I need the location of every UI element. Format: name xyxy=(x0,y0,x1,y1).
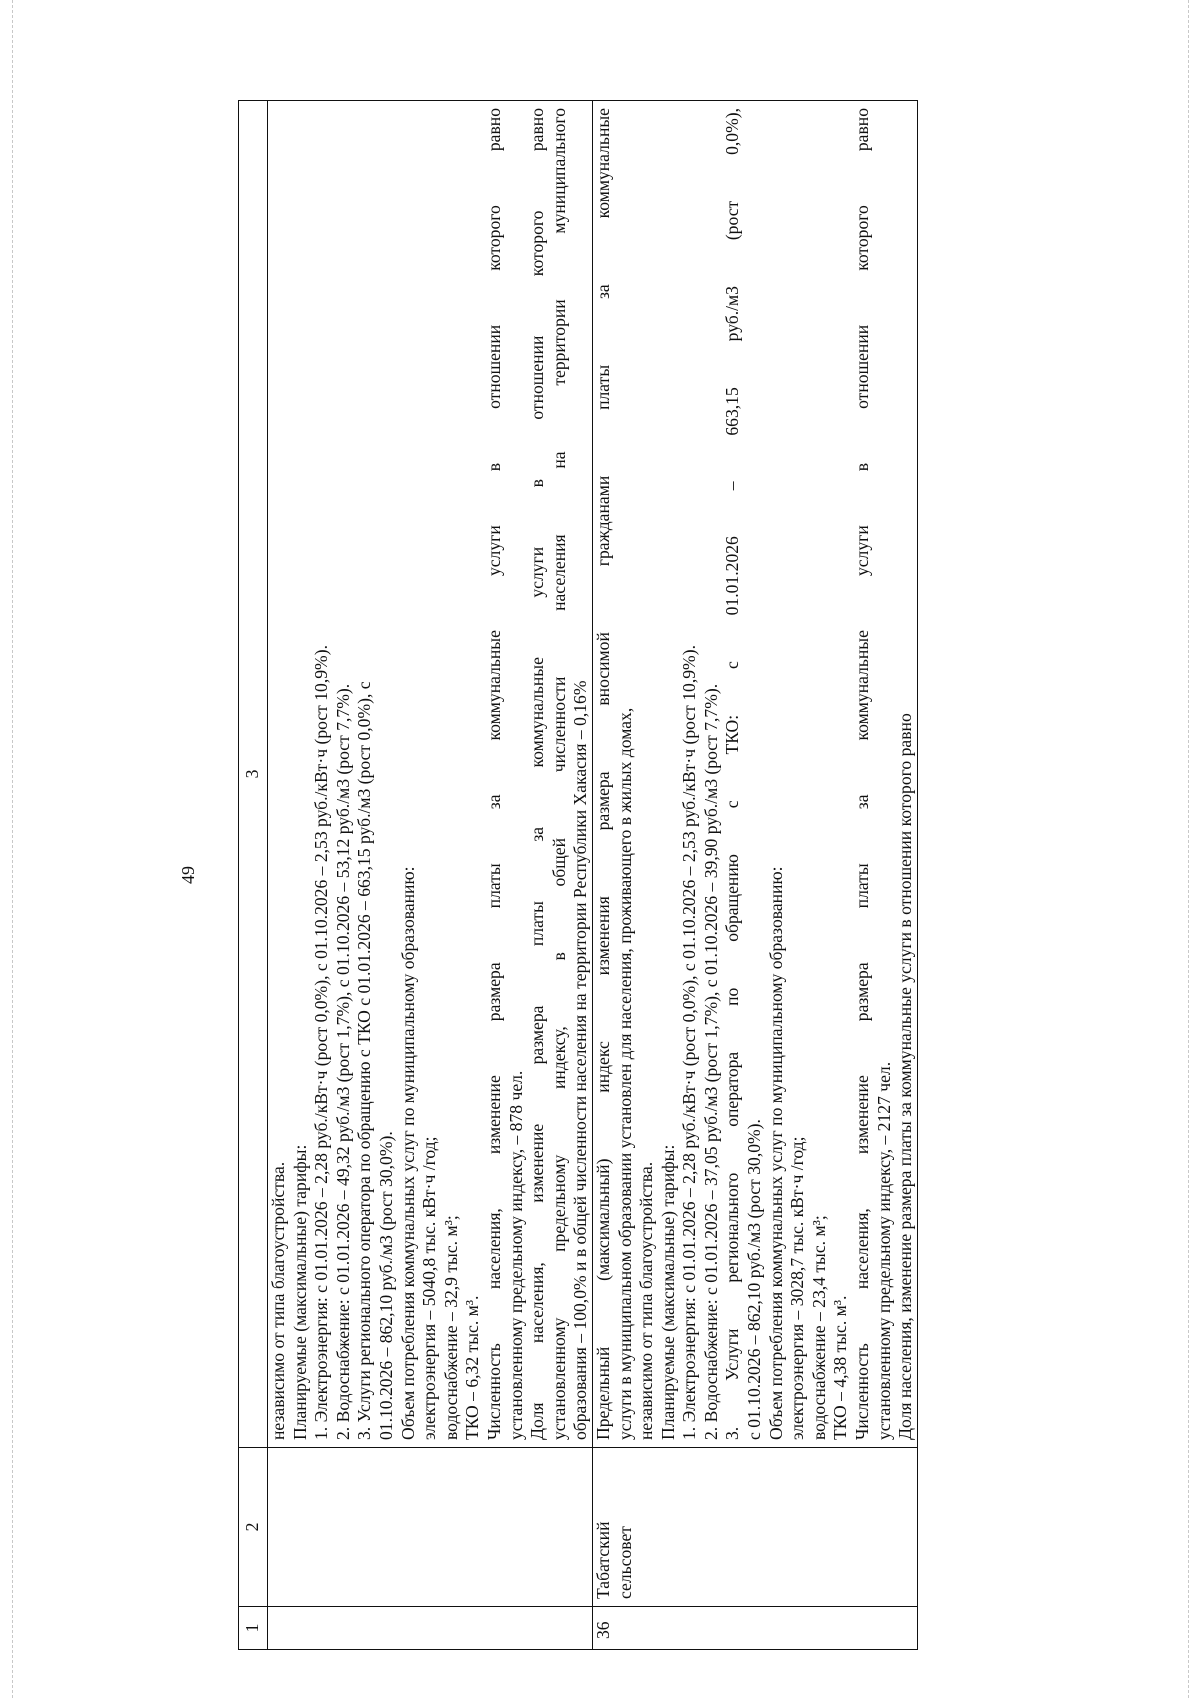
description-line: 3. Услуги регионального оператора по обращению с ТКО с 01.01.2026 – 663,15 руб./м3 (рост 0,0%), с xyxy=(354,681,375,1440)
description-line: Численность населения, изменение размера платы за коммунальные услуги в отношении которого равно xyxy=(483,108,504,1440)
header-col-3: 3 xyxy=(239,101,268,1448)
header-col-1: 1 xyxy=(239,1607,268,1650)
row-number-cell: 36 xyxy=(592,1607,917,1650)
municipality-name-cell xyxy=(268,1448,593,1607)
table-body xyxy=(268,101,918,1650)
description-line: установленному предельному индексу, – 878 чел. xyxy=(505,1070,526,1440)
table-row xyxy=(592,101,917,1650)
description-line: с 01.10.2026 – 862,10 руб./м3 (рост 30,0%). xyxy=(744,1119,765,1440)
description-line: Объем потребления коммунальных услуг по муниципальному образованию: xyxy=(765,866,786,1440)
description-line: 1. Электроэнергия: с 01.01.2026 – 2,28 руб./кВт·ч (рост 0,0%), с 01.10.2026 – 2,53 руб./кВт·ч (рост 10,9%). xyxy=(679,645,700,1440)
description-line: Доля населения, изменение размера платы за коммунальные услуги в отношении которого равно xyxy=(895,713,916,1440)
description-line: электроэнергия – 5040,8 тыс. кВт·ч /год; xyxy=(419,1136,440,1440)
row-number-cell xyxy=(268,1607,593,1650)
table-row xyxy=(268,101,593,1650)
description-line: услуги в муниципальном образовании установлен для населения, проживающего в жилых домах, xyxy=(614,707,635,1440)
tariff-table xyxy=(238,100,918,1650)
description-line: Объем потребления коммунальных услуг по муниципальному образованию: xyxy=(397,866,418,1440)
scan-edge-left xyxy=(12,0,13,1698)
description-line: водоснабжение – 23,4 тыс. м³; xyxy=(808,1215,829,1440)
municipality-name-cell: Табатский сельсовет xyxy=(592,1448,917,1607)
description-line: установленному предельному индексу, в общей численности населения на территории муниципального xyxy=(548,108,569,1440)
description-cell xyxy=(268,101,593,1448)
header-row xyxy=(239,101,268,1650)
description-cell xyxy=(592,101,917,1448)
description-line: 3. Услуги регионального оператора по обращению с ТКО: с 01.01.2026 – 663,15 руб./м3 (рост 0,0%), xyxy=(722,108,743,1440)
description-line: 1. Электроэнергия: с 01.01.2026 – 2,28 руб./кВт·ч (рост 0,0%), с 01.10.2026 – 2,53 руб./кВт·ч (рост 10,9%). xyxy=(311,645,332,1440)
description-line: Планируемые (максимальные) тарифы: xyxy=(289,1144,310,1440)
description-line: ТКО – 6,32 тыс. м³. xyxy=(462,1295,483,1440)
description-line: независимо от типа благоустройства. xyxy=(268,1161,288,1440)
page-number: 49 xyxy=(178,866,198,884)
description-line: образования – 100,0% и в общей численности населения на территории Республики Хакасия – 0,16% xyxy=(570,680,591,1440)
description-line: Предельный (максимальный) индекс изменения размера вносимой гражданами платы за коммунальные xyxy=(592,108,613,1440)
description-line: 2. Водоснабжение: с 01.01.2026 – 37,05 руб./м3 (рост 1,7%), с 01.10.2026 – 39,90 руб./м3 (рост 7,7%). xyxy=(700,683,721,1440)
description-line: независимо от типа благоустройства. xyxy=(636,1161,657,1440)
description-line: водоснабжение – 32,9 тыс. м³; xyxy=(440,1215,461,1440)
description-line: 01.10.2026 – 862,10 руб./м3 (рост 30,0%). xyxy=(375,1131,396,1440)
rotated-landscape-content xyxy=(168,100,1108,1650)
description-line: установленному предельному индексу, – 2127 чел. xyxy=(873,1061,894,1440)
description-line: электроэнергия – 3028,7 тыс. кВт·ч /год; xyxy=(787,1136,808,1440)
table-header xyxy=(239,101,268,1650)
header-col-2: 2 xyxy=(239,1448,268,1607)
description-line: Численность населения, изменение размера платы за коммунальные услуги в отношении которого равно xyxy=(852,108,873,1440)
description-line: ТКО – 4,38 тыс. м³. xyxy=(830,1295,851,1440)
description-line: Планируемые (максимальные) тарифы: xyxy=(657,1144,678,1440)
scan-edge-right xyxy=(1188,0,1189,1698)
description-line: 2. Водоснабжение: с 01.01.2026 – 49,32 руб./м3 (рост 1,7%), с 01.10.2026 – 53,12 руб./м3 (рост 7,7%). xyxy=(332,683,353,1440)
description-line: Доля населения, изменение размера платы за коммунальные услуги в отношении которого равно xyxy=(527,108,548,1440)
